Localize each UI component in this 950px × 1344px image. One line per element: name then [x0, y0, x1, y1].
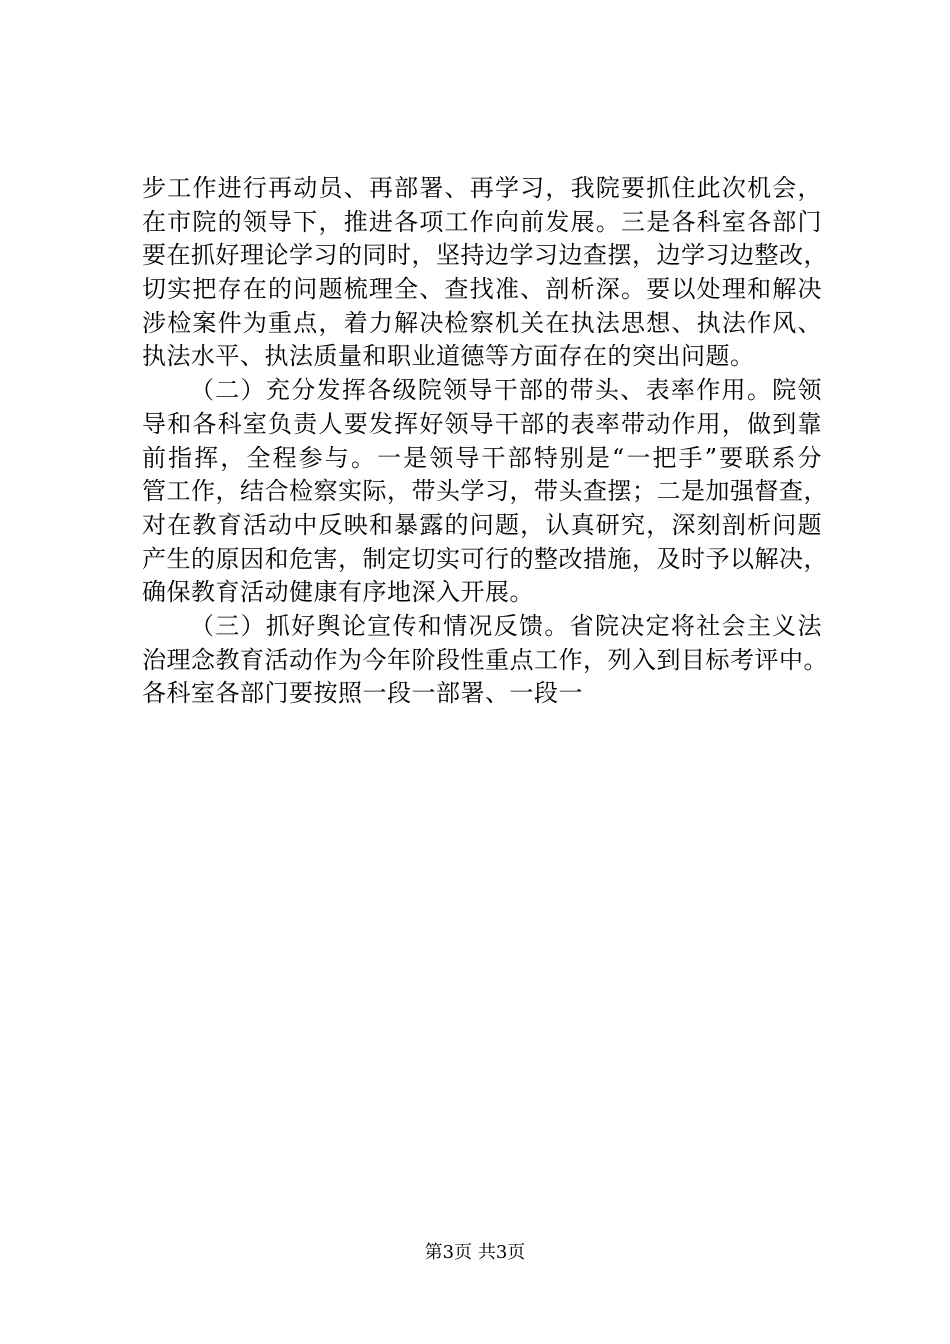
text-line: 涉检案件为重点，着力解决检察机关在执法思想、执法作风、 [142, 308, 822, 337]
text-line: 要在抓好理论学习的同时，坚持边学习边查摆，边学习边整改， [142, 241, 828, 270]
text-line: 产生的原因和危害，制定切实可行的整改措施，及时予以解决， [142, 544, 828, 573]
text-line: 各科室各部门要按照一段一部署、一段一 [142, 679, 583, 708]
text-line: 执法水平、执法质量和职业道德等方面存在的突出问题。 [142, 342, 755, 371]
text-line: 导和各科室负责人要发挥好领导干部的表率带动作用，做到靠 [142, 409, 822, 438]
text-line: 确保教育活动健康有序地深入开展。 [142, 578, 534, 607]
document-body [142, 172, 828, 711]
text-line: 切实把存在的问题梳理全、查找准、剖析深。要以处理和解决 [142, 275, 822, 304]
page-number-footer: 第3页 共3页 [424, 1242, 526, 1263]
text-line: 对在教育活动中反映和暴露的问题，认真研究，深刻剖析问题 [142, 510, 822, 539]
text-line: 在市院的领导下，推进各项工作向前发展。三是各科室各部门 [142, 207, 822, 236]
text-line: 治理念教育活动作为今年阶段性重点工作，列入到目标考评中。 [142, 645, 828, 674]
paragraph-heading-line: （二）充分发挥各级院领导干部的带头、表率作用。院领 [190, 376, 822, 405]
text-line: 管工作，结合检察实际，带头学习，带头查摆；二是加强督查， [142, 477, 828, 506]
text-line: 前指挥，全程参与。一是领导干部特别是“一把手”要联系分 [142, 443, 822, 472]
text-line: 步工作进行再动员、再部署、再学习，我院要抓住此次机会， [142, 174, 822, 202]
paragraph-heading-line: （三）抓好舆论宣传和情况反馈。省院决定将社会主义法 [190, 611, 822, 640]
